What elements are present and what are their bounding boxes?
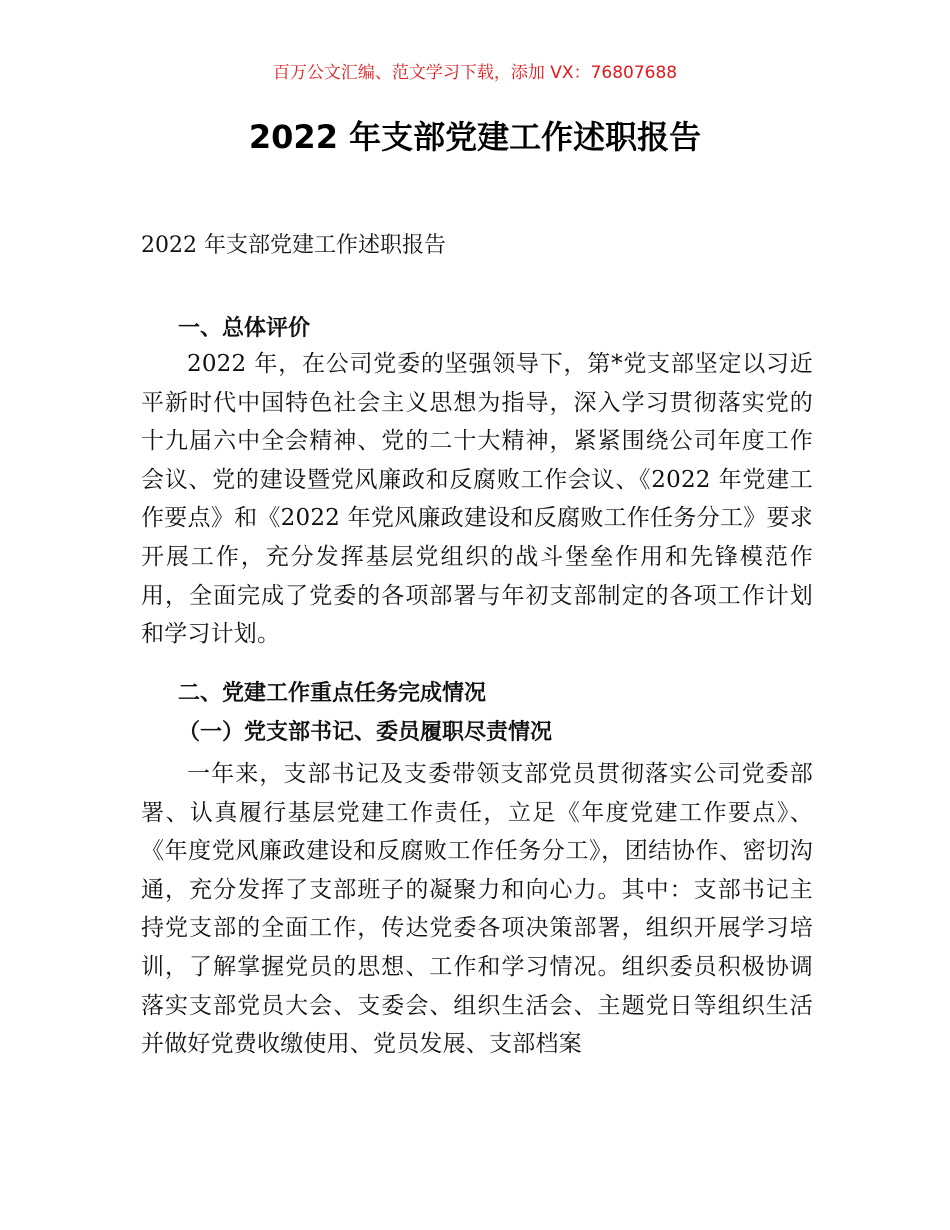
- section-2-heading: 二、党建工作重点任务完成情况: [178, 681, 487, 706]
- section-2-1-paragraph: 一年来，支部书记及支委带领支部党员贯彻落实公司党委部署、认真履行基层党建工作责任，立足《年度党建工作要点》、《年度党风廉政建设和反腐败工作任务分工》，团结协作、密切沟通，充分发挥了支部班子的凝聚力和向心力。其中：支部书记主持党支部的全面工作，传达党委各项决策部署，组织开展学习培训，了解掌握党员的思想、工作和学习情况。组织委员积极协调落实支部党员大会、支委会、组织生活会、主题党日等组织生活并做好党费收缴使用、党员发展、支部档案: [141, 761, 813, 1058]
- section-1-paragraph: 2022 年，在公司党委的坚强领导下，第*党支部坚定以习近平新时代中国特色社会主义思想为指导，深入学习贯彻落实党的十九届六中全会精神、党的二十大精神，紧紧围绕公司年度工作会议、党的建设暨党风廉政和反腐败工作会议、《2022 年党建工作要点》和《2022 年党风廉政建设和反腐败工作任务分工》要求开展工作，充分发挥基层党组织的战斗堡垒作用和先锋模范作用，全面完成了党委的各项部署与年初支部制定的各项工作计划和学习计划。: [141, 351, 813, 648]
- watermark-header: 百万公文汇编、范文学习下载，添加 VX：76807688: [272, 63, 678, 83]
- document-title: 2022 年支部党建工作述职报告: [248, 118, 702, 156]
- section-2-1-heading: （一）党支部书记、委员履职尽责情况: [178, 720, 553, 745]
- section-1-heading: 一、总体评价: [178, 316, 311, 341]
- document-subtitle: 2022 年支部党建工作述职报告: [141, 233, 446, 258]
